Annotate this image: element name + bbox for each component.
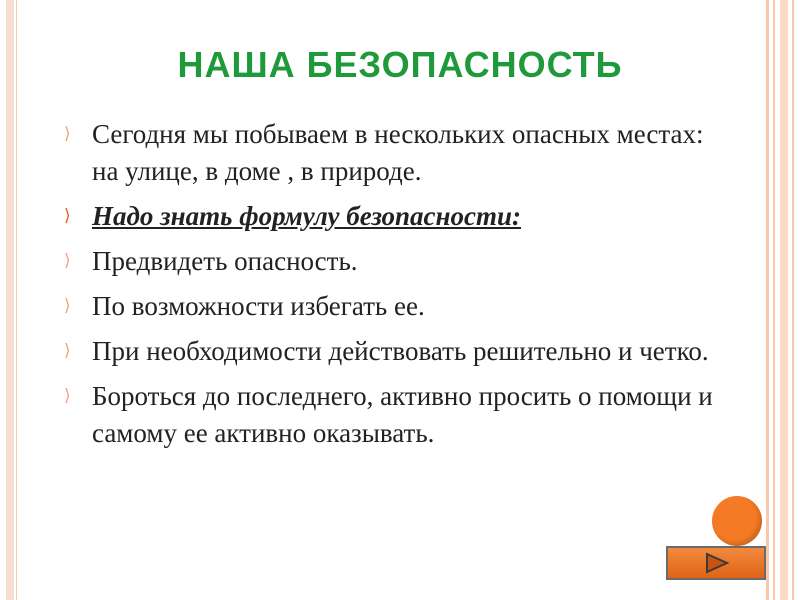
arrow-bullet-icon: ⟩ [64,341,71,361]
frame-stripe-right [773,0,775,600]
decorative-circle [712,496,762,546]
play-triangle-icon [704,552,730,574]
frame-stripe-right [792,0,794,600]
arrow-bullet-icon: ⟩ [64,386,71,406]
bullet-item [64,378,724,452]
arrow-bullet-icon: ⟩ [64,124,71,144]
bullet-text: Предвидеть опасность. [92,246,358,276]
frame-stripe-right [766,0,769,600]
bullet-text: По возможности избегать ее. [92,291,425,321]
frame-stripe-left [6,0,14,600]
frame-stripe-right [780,0,788,600]
bullet-text: Надо знать формулу безопасности: [92,201,521,231]
next-slide-button[interactable] [666,546,766,580]
bullet-item [64,243,724,280]
bullet-text: Бороться до последнего, активно просить о помощи и самому ее активно оказывать. [92,381,713,448]
arrow-bullet-icon: ⟩ [64,251,71,271]
frame-line-left [16,0,17,600]
bullet-text: Сегодня мы побываем в нескольких опасных местах: на улице, в доме , в природе. [92,119,704,186]
bullet-item-emphasis [64,198,724,235]
bullet-list [64,116,724,460]
bullet-item [64,333,724,370]
bullet-item [64,288,724,325]
bullet-text: При необходимости действовать решительно и четко. [92,336,709,366]
slide-title: НАША БЕЗОПАСНОСТЬ [177,44,623,85]
bullet-item [64,116,724,190]
arrow-bullet-icon: ⟩ [64,296,71,316]
arrow-bullet-icon: ⟩ [64,206,71,226]
